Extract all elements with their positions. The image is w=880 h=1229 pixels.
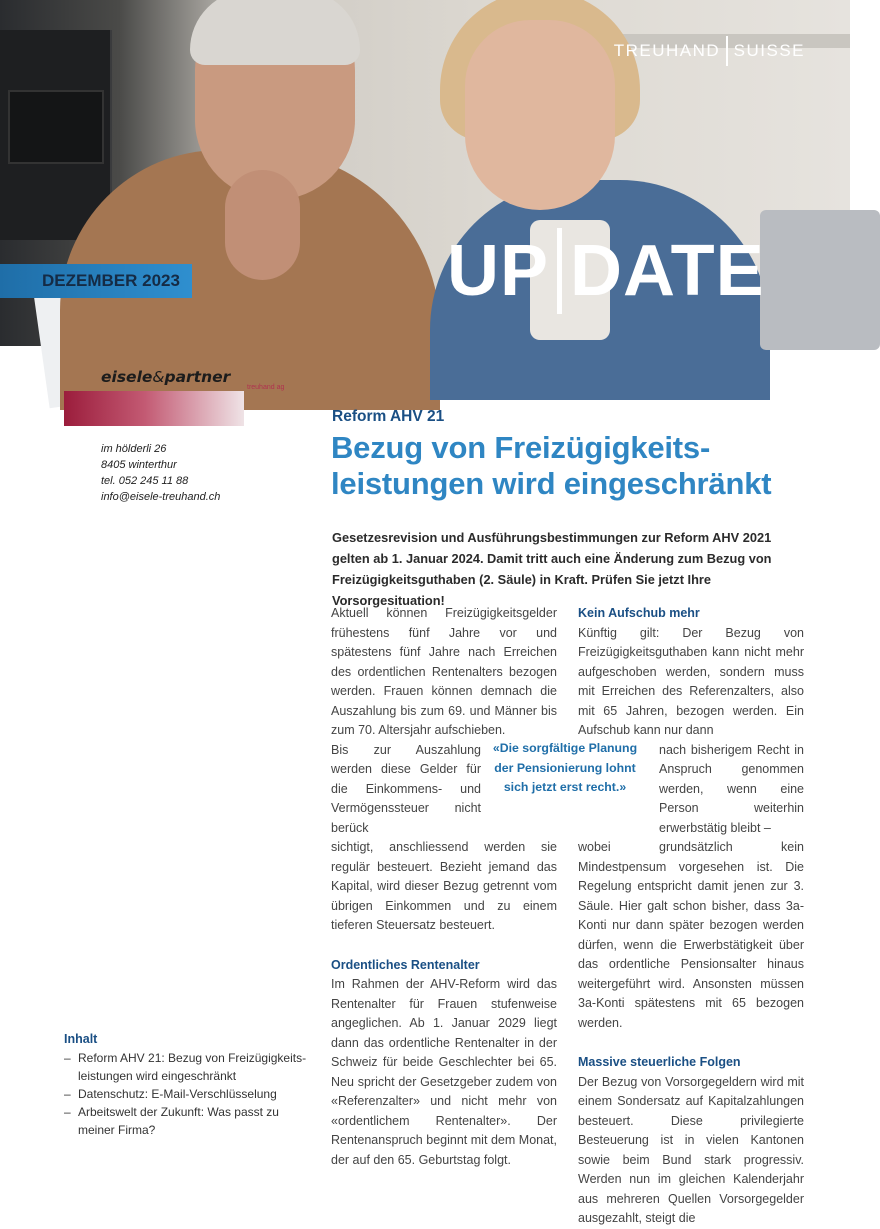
- logo-suffix: treuhand ag: [247, 384, 285, 391]
- address-email: info@eisele-treuhand.ch: [101, 491, 221, 503]
- update-left: UP: [447, 231, 550, 311]
- logo-name-b: partner: [164, 368, 231, 386]
- man-hand-shape: [225, 170, 300, 280]
- brand-left: TREUHAND: [613, 41, 721, 60]
- laptop-shape: [760, 210, 880, 350]
- address-city: 8405 winterthur: [101, 459, 177, 471]
- address-street: im hölderli 26: [101, 443, 167, 455]
- paragraph-rentenalter: Im Rahmen der AHV-Reform wird das Rentenalter für Frauen stufenweise angeglichen. Ab 1. Januar 2029 liegt dann das ordentliche Rentenalter in der Schweiz für beide Geschlechter bei 65. Neu spricht der Gesetzgeber zudem von «Referenzalter» und nicht mehr von «ordentlichem Rentenalter». Der Rentenanspruch beginnt mit dem Monat, der auf den 65. Geburtstag folgt.: [331, 977, 557, 1167]
- update-bar: [557, 228, 562, 314]
- date-badge: DEZEMBER 2023: [0, 264, 192, 298]
- article-kicker: Reform AHV 21: [332, 408, 445, 425]
- paragraph-aufschub-cont: wobei grundsätzlich kein Mindestpensum vorgesehen ist. Die Regelung entspricht damit jenen zur 3. Säule. Hier galt schon bisher, dass 3a-Konti nur dann später bezogen werden dürfen, wenn die Erwerbstätigkeit über das ordentliche Pensionsalter hinaus weitergeführt wird. Ansonsten müssen 3a-Konti spätestens mit 65 bezogen werden.: [578, 840, 804, 1030]
- update-title: [447, 228, 765, 314]
- article-column-1: [331, 604, 557, 1170]
- toc-item: – Datenschutz: E-Mail-Verschlüsselung: [64, 1085, 314, 1103]
- update-right: DATE: [570, 231, 765, 311]
- toc-item: – Reform AHV 21: Bezug von Freizügigkeits-leistungen wird eingeschränkt: [64, 1049, 314, 1085]
- table-of-contents: [64, 1032, 314, 1139]
- logo-name-a: eisele: [101, 368, 153, 386]
- headline-line-1: Bezug von Freizügigkeits-: [331, 430, 711, 465]
- subheading-steuern: Massive steuerliche Folgen: [578, 1055, 741, 1069]
- article-headline: [331, 430, 831, 502]
- brand-separator: [726, 36, 728, 66]
- man-hair-shape: [190, 0, 360, 65]
- article-column-2: [578, 604, 804, 1229]
- paragraph-intro-wrap: Bis zur Auszahlung werden diese Gelder für die Einkommens- und Vermögenssteuer nicht berück: [331, 742, 481, 835]
- treuhand-suisse-logo: [614, 36, 805, 66]
- paragraph-aufschub-wrap: nach bisherigem Recht in Anspruch genommen werden, wenn eine Person weiterhin erwerbstätig bleibt –: [659, 742, 804, 835]
- toc-item: – Arbeitswelt der Zukunft: Was passt zu meiner Firma?: [64, 1103, 314, 1139]
- logo-amp: &: [152, 368, 165, 386]
- article-lead: Gesetzesrevision und Ausführungsbestimmungen zur Reform AHV 2021 gelten ab 1. Januar 2024. Damit tritt auch eine Änderung zum Bezug von Freizügigkeitsguthaben (2. Säule) in Kraft. Prüfen Sie jetzt Ihre Vorsorgesituation!: [332, 530, 772, 608]
- paragraph-intro: Aktuell können Freizügigkeitsgelder frühestens fünf Jahre vor und spätestens fünf Jahre nach Erreichen des ordentlichen Rentenalters bezogen werden. Frauen können demnach die Auszahlung bis zum 69. und Männer bis zum 70. Altersjahr aufschieben.: [331, 606, 557, 737]
- paragraph-steuern: Der Bezug von Vorsorgegeldern wird mit einem Sondersatz auf Kapitalzahlungen besteuert. Diese privilegierte Besteuerung ist in vielen Kantonen sowie beim Bund stark progressiv. Werden nun im gleichen Kalenderjahr aus mehreren Quellen Vorsorgegelder ausgezahlt, steigt die: [578, 1074, 804, 1225]
- logo-gradient-bar: [64, 391, 244, 426]
- paragraph-intro-cont: sichtigt, anschliessend werden sie regulär besteuert. Bezieht jemand das Kapital, wird dieser Bezug getrennt vom übrigen Einkommen und zu einem tieferen Steuersatz besteuert.: [331, 840, 557, 932]
- headline-line-2: leistungen wird eingeschränkt: [331, 466, 772, 501]
- toc-title: Inhalt: [64, 1032, 98, 1046]
- pull-quote: «Die sorgfältige Planung der Pensionierung lohnt sich jetzt erst recht.»: [492, 741, 638, 794]
- company-logo: [101, 368, 230, 386]
- hero-image: [0, 0, 850, 346]
- paragraph-aufschub: Künftig gilt: Der Bezug von Freizügigkeitsguthaben kann nicht mehr aufgeschoben werden, sondern muss mit Erreichen des Referenzalters, also mit 65 Jahren, bezogen werden. Ein Aufschub kann nur dann: [578, 625, 804, 737]
- brand-right: SUISSE: [733, 41, 805, 60]
- subheading-aufschub: Kein Aufschub mehr: [578, 606, 700, 620]
- subheading-rentenalter: Ordentliches Rentenalter: [331, 957, 480, 972]
- woman-head-shape: [465, 20, 615, 210]
- company-address: [101, 441, 220, 505]
- address-phone: tel. 052 245 11 88: [101, 475, 189, 487]
